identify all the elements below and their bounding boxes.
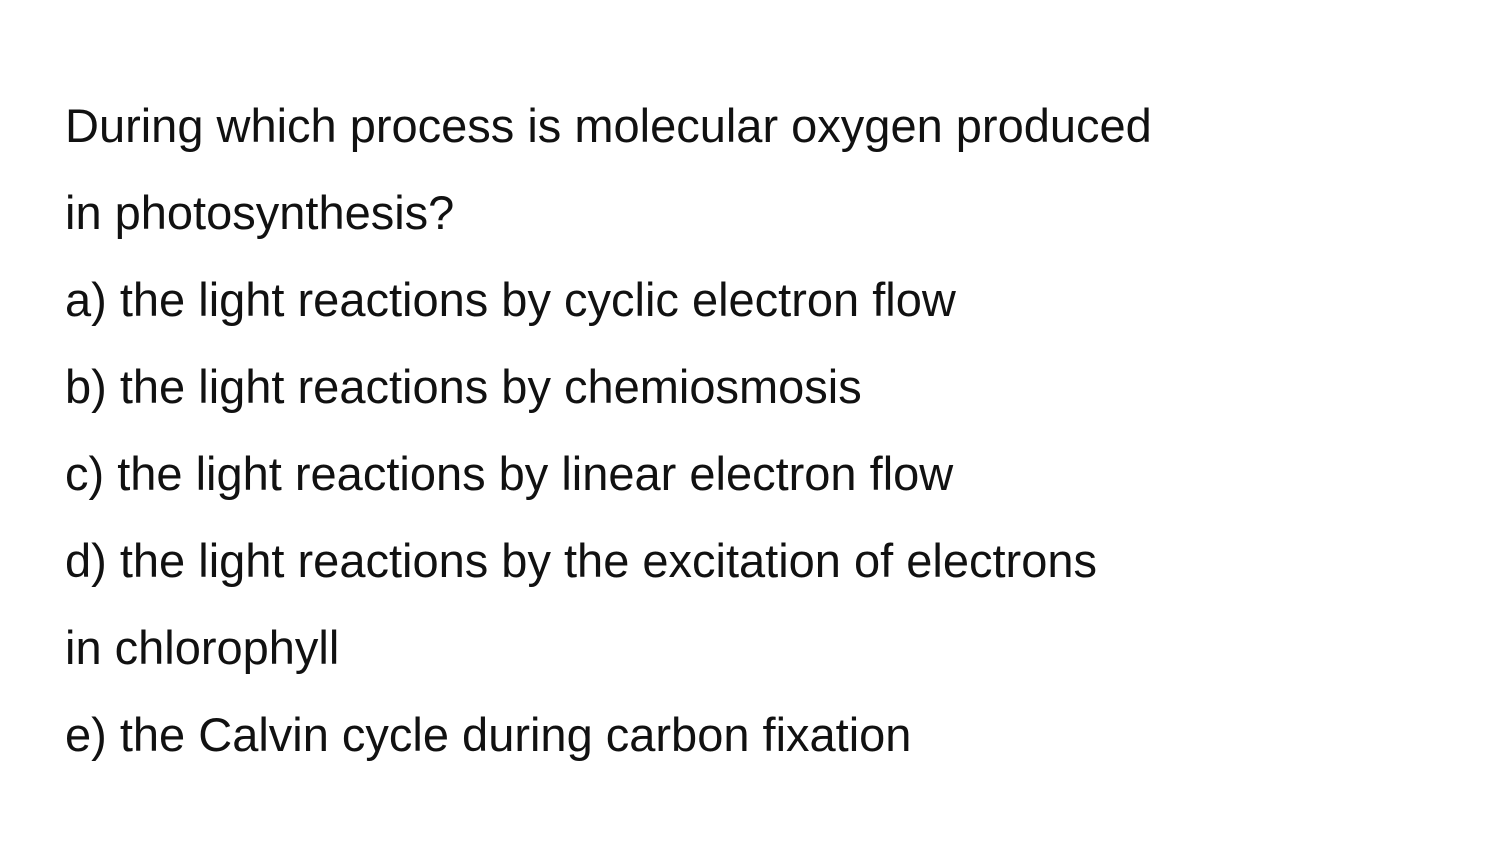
question-block xyxy=(65,82,1465,778)
option-text: the light reactions by the excitation of electrons xyxy=(119,534,1097,587)
option-e[interactable] xyxy=(65,691,1465,778)
option-text: the light reactions by linear electron flow xyxy=(117,447,954,500)
question-text-line-1: During which process is molecular oxygen produced xyxy=(65,99,1152,152)
option-letter: d) xyxy=(65,534,107,587)
question-text-line-2: in photosynthesis? xyxy=(65,186,455,239)
option-text: the light reactions by cyclic electron flow xyxy=(119,273,956,326)
option-text-continuation: in chlorophyll xyxy=(65,621,340,674)
option-a[interactable] xyxy=(65,256,1465,343)
option-text: the Calvin cycle during carbon fixation xyxy=(119,708,912,761)
option-text: the light reactions by chemiosmosis xyxy=(119,360,862,413)
option-letter: c) xyxy=(65,447,105,500)
option-b[interactable] xyxy=(65,343,1465,430)
option-c[interactable] xyxy=(65,430,1465,517)
option-d[interactable] xyxy=(65,517,1465,691)
option-letter: a) xyxy=(65,273,107,326)
option-letter: b) xyxy=(65,360,107,413)
option-letter: e) xyxy=(65,708,107,761)
